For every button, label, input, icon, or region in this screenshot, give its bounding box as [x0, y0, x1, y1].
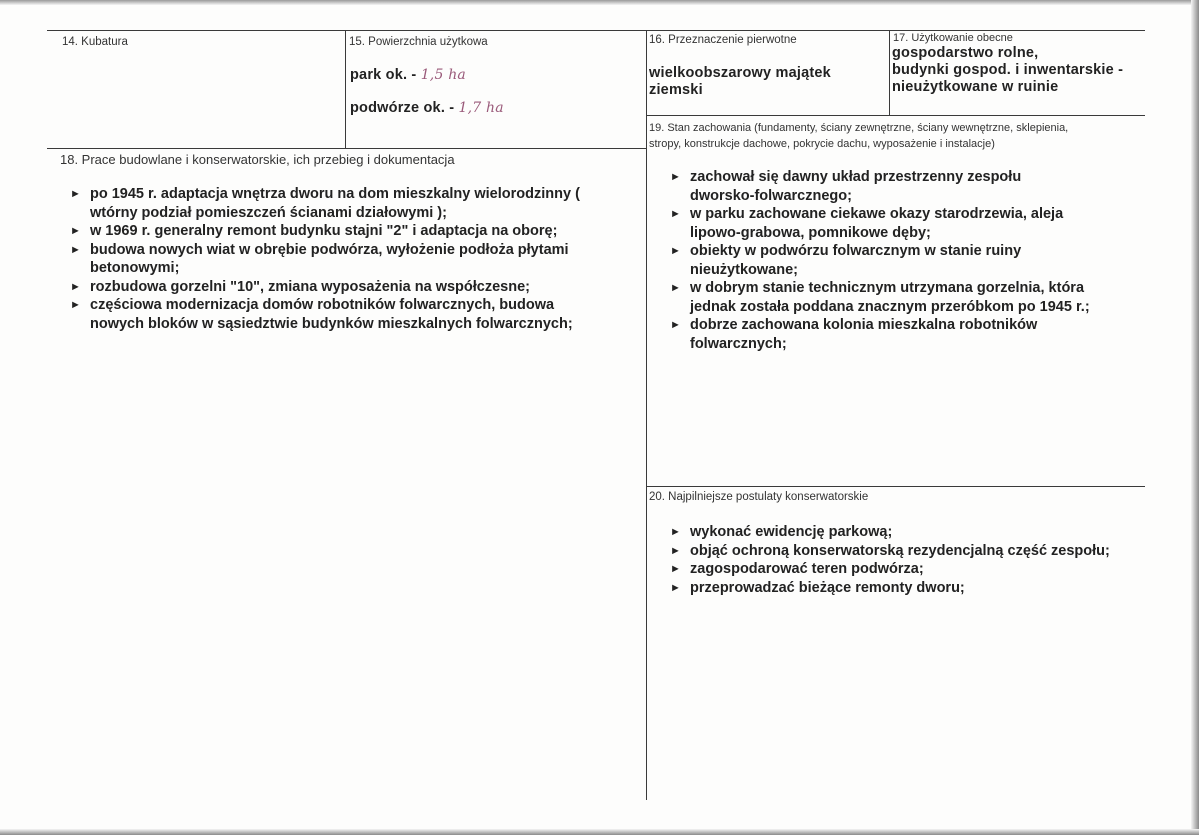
field-16-label: 16. Przeznaczenie pierwotne	[649, 34, 797, 46]
bullet-arrow-icon: ►	[70, 280, 81, 293]
field-17-label: 17. Użytkowanie obecne	[893, 32, 1013, 44]
bullet-arrow-icon: ►	[670, 526, 681, 538]
scan-edge-top	[0, 0, 1199, 5]
list-item: ► przeprowadzać bieżące remonty dworu;	[670, 579, 965, 596]
bullet-arrow-icon: ►	[670, 319, 681, 331]
field-19-label-line2: stropy, konstrukcje dachowe, pokrycie dachu, wyposażenie i instalacje)	[649, 138, 995, 150]
field-15-podworze	[350, 100, 504, 117]
field-19-label-line1: 19. Stan zachowania (fundamenty, ściany zewnętrzne, ściany wewnętrzne, sklepienia,	[649, 122, 1069, 134]
list-item: ► w 1969 r. generalny remont budynku stajni "2" i adaptacja na oborę;	[70, 223, 558, 239]
bullet-arrow-icon: ►	[70, 225, 81, 237]
field-18-list	[68, 185, 643, 333]
bullet-arrow-icon: ►	[70, 243, 81, 256]
rule-v-16-17	[889, 30, 890, 115]
bullet-arrow-icon: ►	[670, 581, 681, 594]
field-14-label: 14. Kubatura	[62, 36, 128, 48]
list-item: ► częściowa modernizacja domów robotników folwarcznych, budowa nowych bloków w sąsiedztwie budynków mieszkalnych folwarcznych;	[70, 297, 573, 332]
park-text: park ok. -	[350, 67, 417, 83]
field-18-label: 18. Prace budowlane i konserwatorskie, ich przebieg i dokumentacja	[60, 152, 455, 167]
field-15-park	[350, 67, 466, 84]
list-item: ► dobrze zachowana kolonia mieszkalna robotników folwarcznych;	[670, 317, 1038, 352]
rule-top	[47, 30, 1145, 31]
bullet-arrow-icon: ►	[70, 188, 81, 200]
field-20-list	[668, 523, 1144, 597]
rule-v-14-15	[345, 30, 346, 148]
bullet-arrow-icon: ►	[670, 245, 681, 257]
list-item: ► zagospodarować teren podwórza;	[670, 561, 924, 577]
field-16-line1: wielkoobszarowy majątek	[649, 65, 831, 81]
rule-under-14-15	[47, 148, 646, 149]
rule-v-15-16	[646, 30, 647, 800]
podworze-handwritten: 1,7 ha	[458, 100, 504, 116]
list-item: ► wykonać ewidencję parkową;	[670, 524, 893, 540]
field-17-line3: nieużytkowane w ruinie	[892, 79, 1059, 95]
field-16-line2: ziemski	[649, 82, 703, 98]
list-item: ► budowa nowych wiat w obrębie podwórza, wyłożenie podłoża płytami betonowymi;	[70, 241, 569, 276]
bullet-arrow-icon: ►	[670, 563, 681, 575]
park-handwritten: 1,5 ha	[420, 67, 466, 83]
list-item: ► zachował się dawny układ przestrzenny zespołu dworsko-folwarcznego;	[670, 169, 1022, 204]
scan-edge-bottom	[0, 829, 1199, 835]
field-15-label: 15. Powierzchnia użytkowa	[349, 36, 488, 48]
field-17-line2: budynki gospod. i inwentarskie -	[892, 62, 1124, 78]
bullet-arrow-icon: ►	[670, 282, 681, 294]
field-20-label: 20. Najpilniejsze postulaty konserwatorskie	[649, 491, 869, 503]
bullet-arrow-icon: ►	[670, 208, 681, 220]
bullet-arrow-icon: ►	[70, 299, 81, 311]
list-item: ► po 1945 r. adaptacja wnętrza dworu na dom mieszkalny wielorodzinny ( wtórny podział pomieszczeń ścianami działowymi );	[70, 186, 580, 221]
podworze-text: podwórze ok. -	[350, 100, 455, 116]
list-item: ► objąć ochroną konserwatorską rezydencjalną część zespołu;	[670, 542, 1110, 559]
rule-above-20	[646, 486, 1145, 487]
field-17-value	[892, 45, 1123, 96]
field-17-line1: gospodarstwo rolne,	[892, 45, 1039, 61]
list-item: ► rozbudowa gorzelni "10", zmiana wyposażenia na współczesne;	[70, 278, 530, 295]
list-item: ► w parku zachowane ciekawe okazy starodrzewia, aleja lipowo-grabowa, pomnikowe dęby;	[670, 206, 1064, 241]
field-16-value	[649, 65, 831, 99]
field-19-label	[649, 120, 1144, 152]
field-19-list	[668, 168, 1144, 353]
list-item: ► obiekty w podwórzu folwarcznym w stanie ruiny nieużytkowane;	[670, 243, 1022, 278]
list-item: ► w dobrym stanie technicznym utrzymana gorzelnia, która jednak została poddana znacznym przeróbkom po 1945 r.;	[670, 280, 1090, 315]
bullet-arrow-icon: ►	[670, 171, 681, 183]
scan-edge-right	[1191, 0, 1199, 835]
bullet-arrow-icon: ►	[670, 544, 681, 557]
rule-under-16-17	[646, 115, 1145, 116]
